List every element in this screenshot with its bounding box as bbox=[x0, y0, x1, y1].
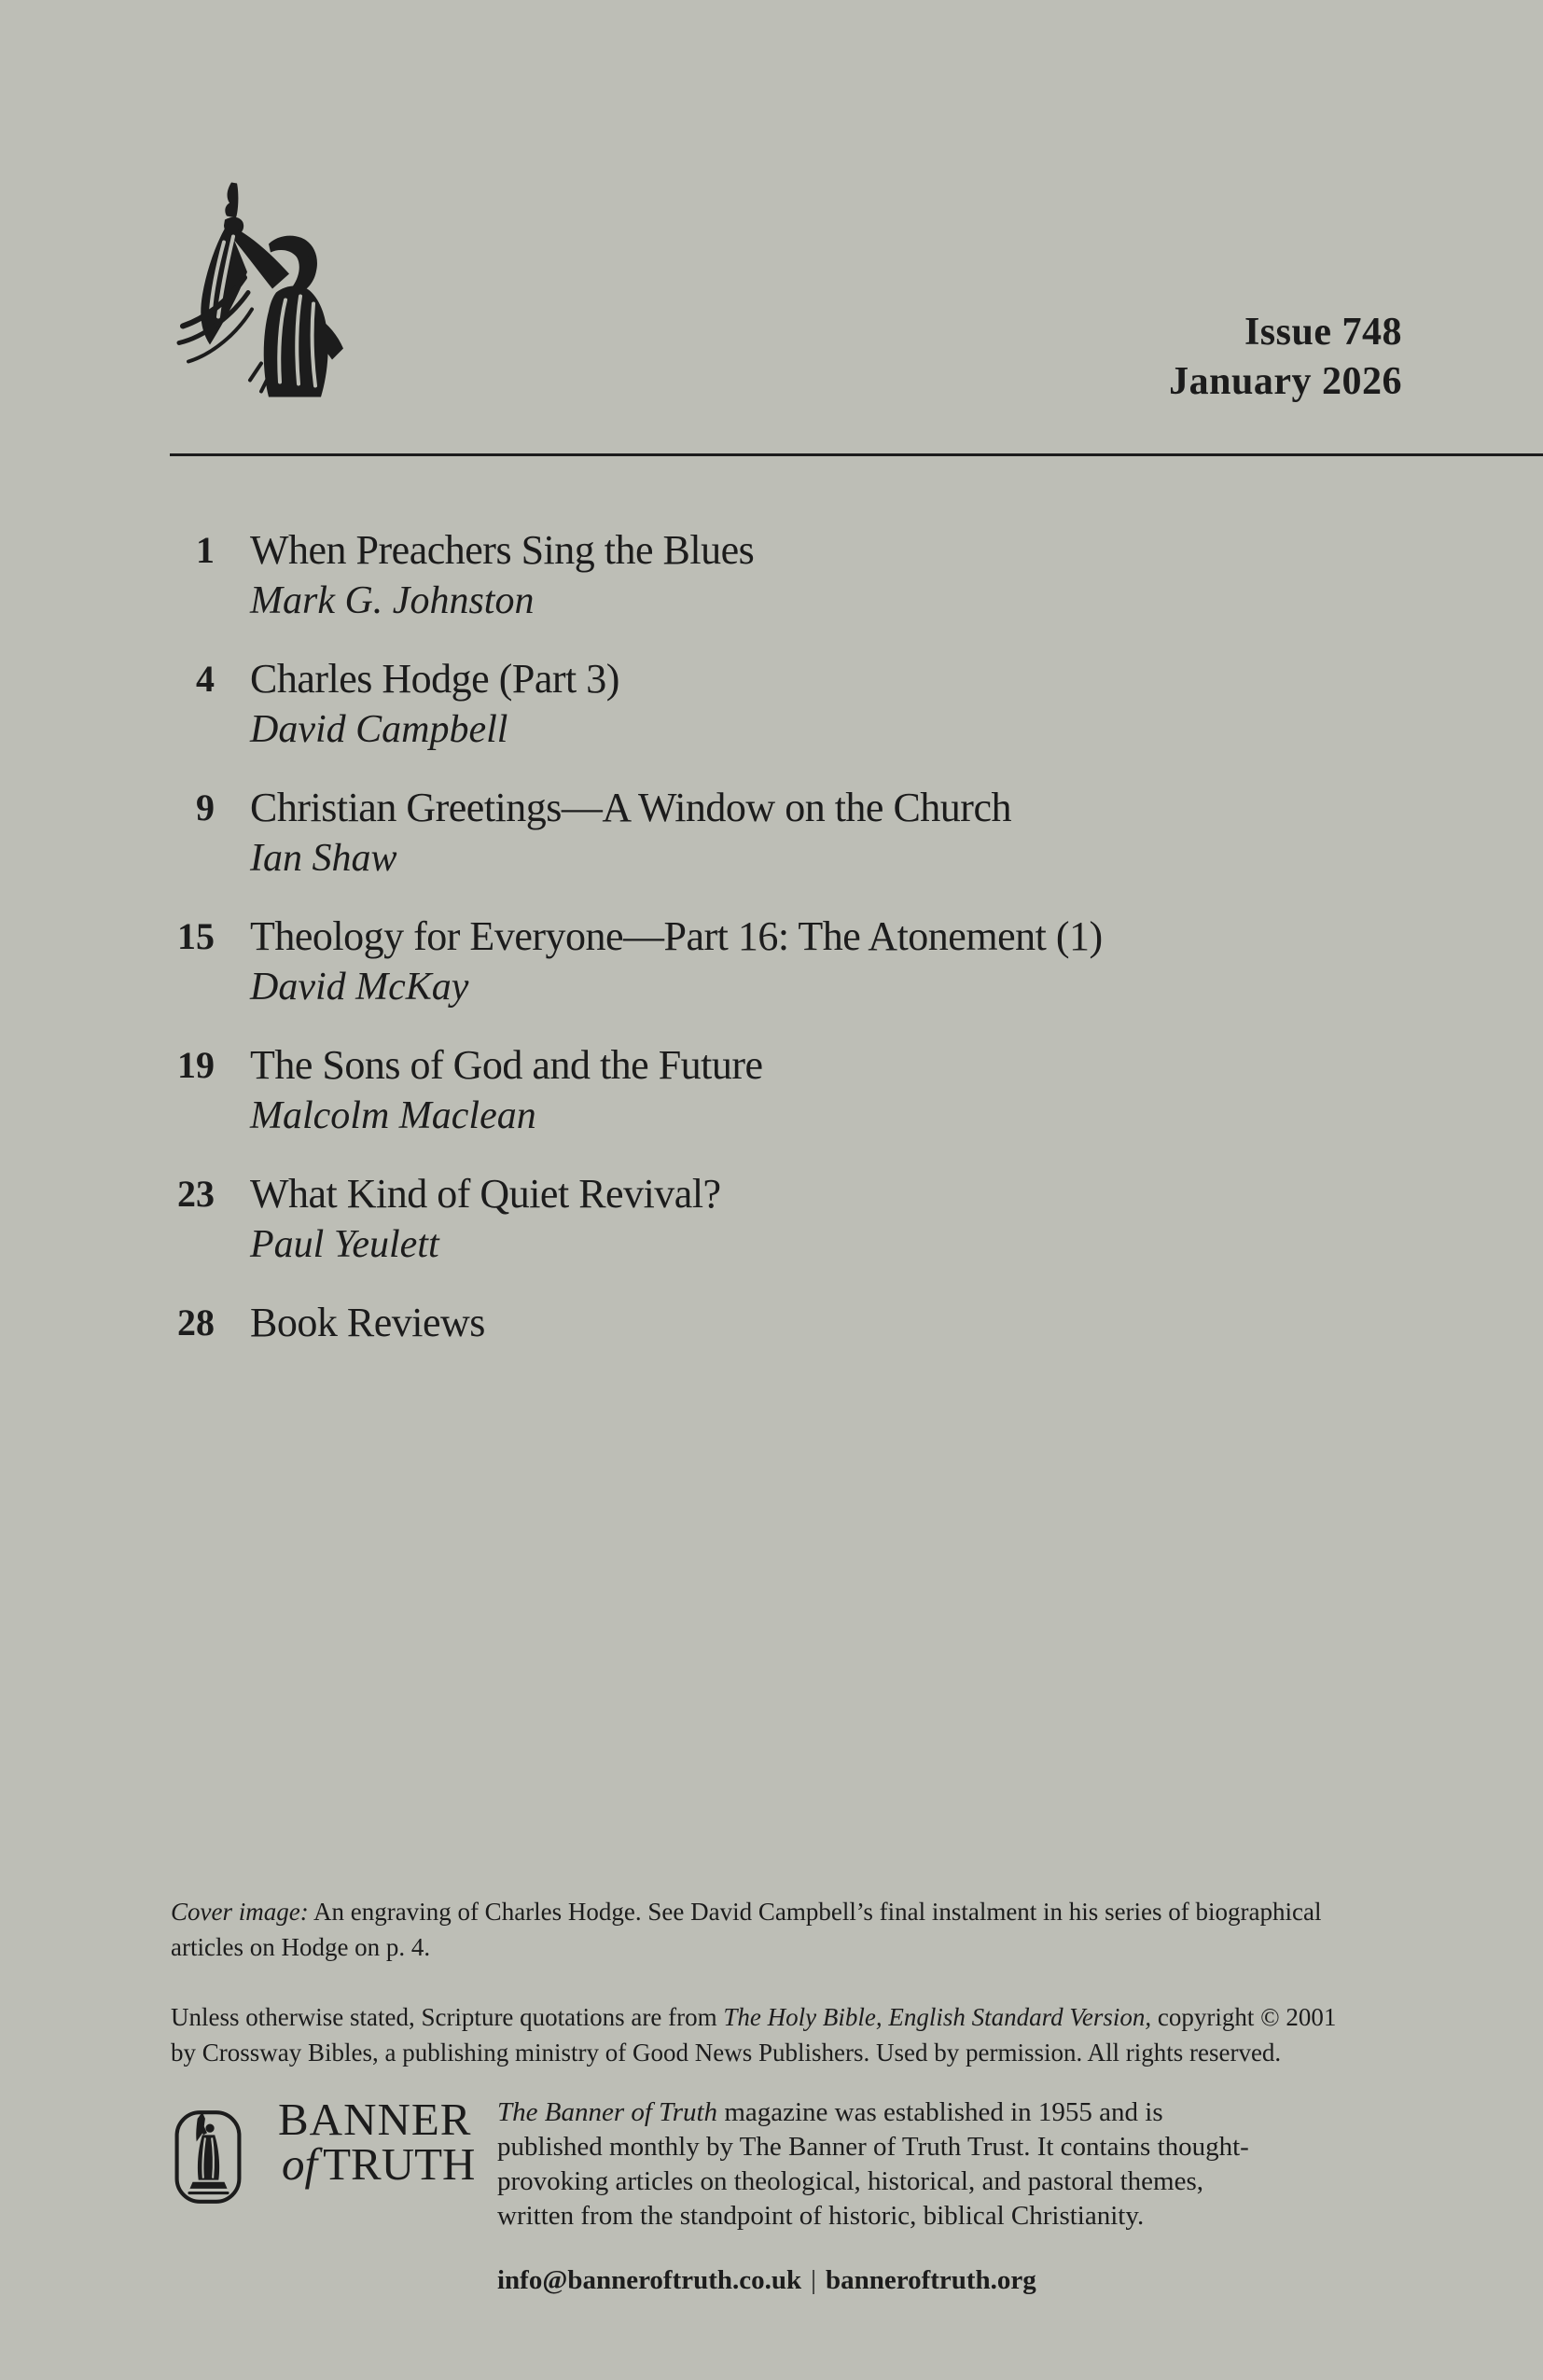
toc-page-number: 23 bbox=[177, 1173, 215, 1215]
toc-title: The Sons of God and the Future bbox=[250, 1042, 763, 1088]
toc-entry-text bbox=[250, 1039, 1343, 1142]
toc-entry bbox=[0, 1039, 1343, 1142]
toc-title: Christian Greetings—A Window on the Church bbox=[250, 785, 1011, 830]
scripture-note bbox=[171, 1999, 1439, 2070]
toc-page-number: 19 bbox=[177, 1044, 215, 1086]
toc-page-number: 28 bbox=[177, 1301, 215, 1343]
scripture-note-pre: Unless otherwise stated, Scripture quotations are from bbox=[171, 2003, 724, 2031]
contact-website[interactable]: banneroftruth.org bbox=[825, 2265, 1036, 2295]
about-magazine-text bbox=[497, 2095, 1439, 2234]
toc-author: Mark G. Johnston bbox=[250, 579, 535, 622]
toc-entry-text bbox=[250, 524, 1343, 627]
wordmark-truth: TRUTH bbox=[323, 2138, 476, 2190]
about-line4: written from the standpoint of historic, biblical Christianity. bbox=[497, 2201, 1145, 2231]
toc-author: Malcolm Maclean bbox=[250, 1094, 536, 1137]
cover-note-line2: articles on Hodge on p. 4. bbox=[171, 1933, 431, 1961]
toc-title: When Preachers Sing the Blues bbox=[250, 527, 755, 573]
toc-entry-text bbox=[250, 911, 1343, 1013]
scripture-note-line1 bbox=[171, 1999, 1439, 2035]
toc-author: David Campbell bbox=[250, 708, 508, 751]
cover-image-note bbox=[171, 1894, 1439, 1965]
toc-entry bbox=[0, 911, 1343, 1013]
toc-author: Paul Yeulett bbox=[250, 1223, 439, 1266]
banner-of-truth-figure-logo bbox=[175, 179, 362, 401]
toc-author: David McKay bbox=[250, 966, 469, 1009]
scripture-note-line2: by Crossway Bibles, a publishing ministry of Good News Publishers. Used by permission. All rights reserved. bbox=[171, 2039, 1282, 2067]
toc-entry-text bbox=[250, 1168, 1343, 1271]
issue-info bbox=[1169, 308, 1402, 407]
toc-page-number: 15 bbox=[177, 915, 215, 957]
toc-entry bbox=[0, 1168, 1343, 1271]
toc-entry-text bbox=[250, 1297, 1343, 1348]
toc-entry bbox=[0, 782, 1343, 884]
toc-page-number: 4 bbox=[196, 658, 215, 700]
cover-note-line1 bbox=[171, 1894, 1439, 1929]
banner-of-truth-wordmark bbox=[278, 2094, 476, 2190]
about-magazine-title: The Banner of Truth bbox=[497, 2097, 718, 2127]
contact-separator: | bbox=[811, 2265, 816, 2295]
toc-title: What Kind of Quiet Revival? bbox=[250, 1171, 721, 1217]
about-line1 bbox=[497, 2095, 1439, 2130]
header-divider bbox=[170, 453, 1543, 456]
wordmark-banner: BANNER bbox=[278, 2094, 472, 2145]
wordmark-of: of bbox=[282, 2138, 318, 2190]
contact-line bbox=[497, 2263, 1036, 2298]
toc-entry bbox=[0, 653, 1343, 756]
toc-title: Book Reviews bbox=[250, 1300, 485, 1345]
scripture-note-post: copyright © 2001 bbox=[1151, 2003, 1337, 2031]
toc-entry-text bbox=[250, 782, 1343, 884]
toc-entry-text bbox=[250, 653, 1343, 756]
issue-date: January 2026 bbox=[1169, 360, 1402, 403]
scripture-note-bible-title: The Holy Bible, English Standard Version, bbox=[723, 2003, 1152, 2031]
wordmark-of-truth bbox=[278, 2138, 476, 2190]
about-line1-rest: magazine was established in 1955 and is bbox=[717, 2097, 1163, 2127]
issue-number: Issue 748 bbox=[1244, 311, 1402, 354]
about-line3: provoking articles on theological, historical, and pastoral themes, bbox=[497, 2166, 1204, 2196]
toc-entry bbox=[0, 524, 1343, 627]
toc-title: Theology for Everyone—Part 16: The Atonement (1) bbox=[250, 913, 1103, 959]
toc-entry bbox=[0, 1297, 1343, 1348]
toc-title: Charles Hodge (Part 3) bbox=[250, 656, 619, 702]
contact-email[interactable]: info@banneroftruth.co.uk bbox=[497, 2265, 802, 2295]
cover-note-text: An engraving of Charles Hodge. See David Campbell’s final instalment in his series of biographical bbox=[308, 1898, 1322, 1926]
toc-page-number: 9 bbox=[196, 786, 215, 828]
toc-author: Ian Shaw bbox=[250, 837, 397, 880]
toc-page-number: 1 bbox=[196, 529, 215, 571]
cover-note-label: Cover image: bbox=[171, 1898, 309, 1926]
about-line2: published monthly by The Banner of Truth Trust. It contains thought- bbox=[497, 2132, 1249, 2162]
table-of-contents bbox=[0, 524, 1343, 1374]
banner-of-truth-stamp-logo bbox=[174, 2109, 243, 2206]
